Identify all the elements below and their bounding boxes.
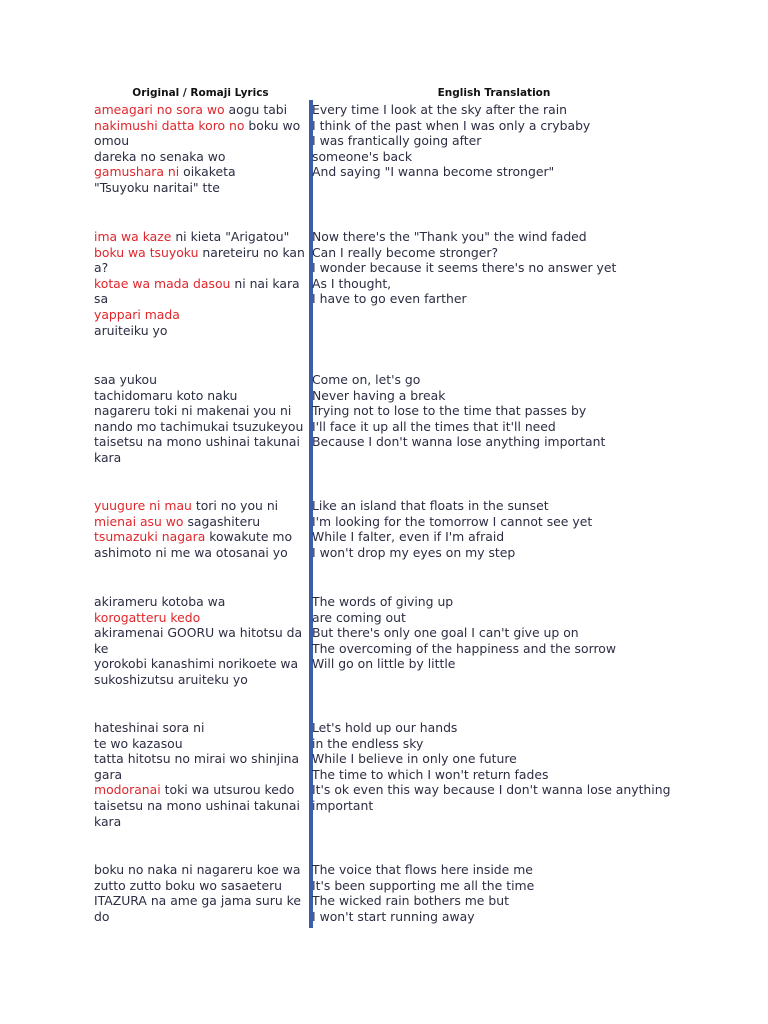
- lyric-text: omou: [94, 133, 130, 149]
- romaji-line: [94, 403, 308, 419]
- lyric-text: toki wa utsurou kedo: [160, 782, 295, 798]
- romaji-line: [94, 720, 308, 736]
- lyric-text: dareka no senaka wo: [94, 148, 226, 164]
- translation-line: It's been supporting me all the time: [312, 877, 535, 893]
- romaji-line: [94, 118, 308, 134]
- romaji-line: [94, 133, 308, 149]
- romaji-line: [94, 798, 308, 814]
- highlighted-lyric: ameagari no sora wo: [94, 102, 225, 117]
- translation-line: The overcoming of the happiness and the sorrow: [312, 640, 616, 656]
- romaji-line: [94, 529, 308, 545]
- lyric-text: ni kieta "Arigatou": [171, 229, 290, 244]
- lyric-text: saa yukou: [94, 372, 157, 387]
- romaji-line: [94, 782, 308, 798]
- translation-line: someone's back: [312, 148, 413, 164]
- highlighted-lyric: kotae wa mada dasou: [94, 275, 231, 291]
- translation-line: The time to which I won't return fades: [312, 766, 549, 782]
- highlighted-lyric: mienai asu wo: [94, 513, 184, 529]
- romaji-line: [94, 909, 308, 925]
- translation-column: [312, 102, 712, 180]
- lyric-text: do: [94, 908, 110, 924]
- romaji-line: [94, 164, 308, 180]
- highlighted-lyric: korogatteru kedo: [94, 609, 201, 625]
- translation-column: [312, 498, 712, 560]
- highlighted-lyric: gamushara ni: [94, 164, 180, 180]
- romaji-line: [94, 419, 308, 435]
- highlighted-lyric: boku wa tsuyoku: [94, 244, 199, 260]
- romaji-column: [94, 594, 308, 688]
- lyric-text: ITAZURA na ame ga jama suru ke: [94, 893, 302, 909]
- header-translation: English Translation: [437, 87, 551, 99]
- lyric-text: aogu tabi: [224, 102, 288, 117]
- translation-line: I have to go even farther: [312, 291, 467, 307]
- romaji-line: [94, 102, 308, 118]
- lyric-text: sukoshizutsu aruiteku yo: [94, 671, 248, 687]
- lyric-text: kowakute mo: [205, 529, 293, 545]
- translation-line: The voice that flows here inside me: [312, 862, 533, 877]
- lyric-text: nando mo tachimukai tsuzukeyou: [94, 418, 304, 434]
- translation-line: Let's hold up our hands: [312, 720, 458, 735]
- lyric-text: a?: [94, 260, 109, 276]
- romaji-line: [94, 498, 308, 514]
- romaji-line: [94, 149, 308, 165]
- romaji-line: [94, 594, 308, 610]
- translation-column: [312, 862, 712, 924]
- romaji-line: [94, 545, 308, 561]
- translation-line: Trying not to lose to the time that passes by: [312, 403, 587, 419]
- lyric-text: akiramenai GOORU wa hitotsu da: [94, 625, 303, 641]
- highlighted-lyric: yuugure ni mau: [94, 498, 192, 513]
- romaji-line: [94, 260, 308, 276]
- romaji-line: [94, 434, 308, 450]
- highlighted-lyric: nakimushi datta koro no: [94, 117, 245, 133]
- highlighted-lyric: ima wa kaze: [94, 229, 172, 244]
- translation-line: Come on, let's go: [312, 372, 421, 387]
- lyric-text: kara: [94, 813, 122, 829]
- romaji-line: [94, 323, 308, 339]
- translation-line: in the endless sky: [312, 735, 424, 751]
- lyric-text: te wo kazasou: [94, 735, 183, 751]
- romaji-line: [94, 450, 308, 466]
- romaji-line: [94, 672, 308, 688]
- romaji-line: [94, 736, 308, 752]
- romaji-line: [94, 245, 308, 261]
- romaji-column: [94, 862, 308, 924]
- translation-line: are coming out: [312, 609, 406, 625]
- translation-line: Because I don't wanna lose anything important: [312, 434, 606, 450]
- romaji-line: [94, 767, 308, 783]
- lyric-text: taisetsu na mono ushinai takunai: [94, 797, 300, 813]
- highlighted-lyric: tsumazuki nagara: [94, 529, 206, 545]
- romaji-line: [94, 893, 308, 909]
- romaji-line: [94, 878, 308, 894]
- translation-line: While I falter, even if I'm afraid: [312, 529, 505, 545]
- lyric-text: hateshinai sora ni: [94, 720, 205, 735]
- translation-line: I think of the past when I was only a crybaby: [312, 117, 591, 133]
- lyric-text: tachidomaru koto naku: [94, 387, 238, 403]
- lyric-text: sa: [94, 291, 109, 307]
- romaji-line: [94, 372, 308, 388]
- romaji-line: [94, 514, 308, 530]
- romaji-line: [94, 307, 308, 323]
- translation-line: The wicked rain bothers me but: [312, 893, 509, 909]
- romaji-line: [94, 291, 308, 307]
- lyric-text: yorokobi kanashimi norikoete wa: [94, 656, 299, 672]
- translation-line: I won't start running away: [312, 908, 475, 924]
- lyric-text: nagareru toki ni makenai you ni: [94, 403, 292, 419]
- translation-line: I wonder because it seems there's no answer yet: [312, 260, 617, 276]
- translation-column: [312, 720, 712, 814]
- lyric-text: ni nai kara: [230, 275, 300, 291]
- lyric-text: aruiteiku yo: [94, 322, 168, 338]
- romaji-line: [94, 388, 308, 404]
- translation-line: It's ok even this way because I don't wanna lose anything: [312, 782, 671, 798]
- lyric-text: akirameru kotoba wa: [94, 594, 226, 609]
- romaji-column: [94, 372, 308, 466]
- lyric-text: boku wo: [244, 117, 301, 133]
- translation-line: Every time I look at the sky after the rain: [312, 102, 568, 117]
- highlighted-lyric: modoranai: [94, 782, 161, 798]
- translation-line: Now there's the "Thank you" the wind faded: [312, 229, 587, 244]
- romaji-line: [94, 625, 308, 641]
- romaji-line: [94, 656, 308, 672]
- translation-line: Can I really become stronger?: [312, 244, 499, 260]
- lyric-text: nareteiru no kan: [198, 244, 305, 260]
- translation-line: important: [312, 797, 374, 813]
- lyric-text: "Tsuyoku naritai" tte: [94, 179, 220, 195]
- romaji-line: [94, 229, 308, 245]
- lyric-text: tori no you ni: [191, 498, 279, 513]
- romaji-line: [94, 180, 308, 196]
- translation-line: I'll face it up all the times that it'll need: [312, 418, 556, 434]
- lyric-text: gara: [94, 766, 123, 782]
- lyric-text: zutto zutto boku wo sasaeteru: [94, 877, 283, 893]
- translation-line: Never having a break: [312, 387, 446, 403]
- lyric-text: ke: [94, 640, 109, 656]
- lyric-text: kara: [94, 449, 122, 465]
- romaji-column: [94, 229, 308, 338]
- translation-line: And saying "I wanna become stronger": [312, 164, 555, 180]
- translation-line: While I believe in only one future: [312, 751, 517, 767]
- lyric-text: tatta hitotsu no mirai wo shinjina: [94, 751, 300, 767]
- translation-column: [312, 372, 712, 450]
- romaji-line: [94, 814, 308, 830]
- translation-line: As I thought,: [312, 275, 392, 291]
- romaji-line: [94, 610, 308, 626]
- highlighted-lyric: yappari mada: [94, 306, 180, 322]
- lyric-text: taisetsu na mono ushinai takunai: [94, 434, 300, 450]
- romaji-line: [94, 641, 308, 657]
- romaji-column: [94, 498, 308, 560]
- lyric-text: sagashiteru: [183, 513, 261, 529]
- translation-line: I won't drop my eyes on my step: [312, 544, 516, 560]
- romaji-line: [94, 276, 308, 292]
- translation-line: I was frantically going after: [312, 133, 482, 149]
- translation-line: Like an island that floats in the sunset: [312, 498, 549, 513]
- lyric-text: boku no naka ni nagareru koe wa: [94, 862, 301, 877]
- translation-column: [312, 229, 712, 307]
- translation-line: Will go on little by little: [312, 656, 456, 672]
- lyric-text: ashimoto ni me wa otosanai yo: [94, 544, 288, 560]
- lyric-text: oikaketa: [179, 164, 236, 180]
- romaji-column: [94, 720, 308, 829]
- romaji-line: [94, 751, 308, 767]
- translation-line: The words of giving up: [312, 594, 454, 609]
- romaji-column: [94, 102, 308, 196]
- header-original: Original / Romaji Lyrics: [132, 87, 269, 99]
- translation-column: [312, 594, 712, 672]
- translation-line: But there's only one goal I can't give up on: [312, 625, 579, 641]
- translation-line: I'm looking for the tomorrow I cannot see yet: [312, 513, 593, 529]
- romaji-line: [94, 862, 308, 878]
